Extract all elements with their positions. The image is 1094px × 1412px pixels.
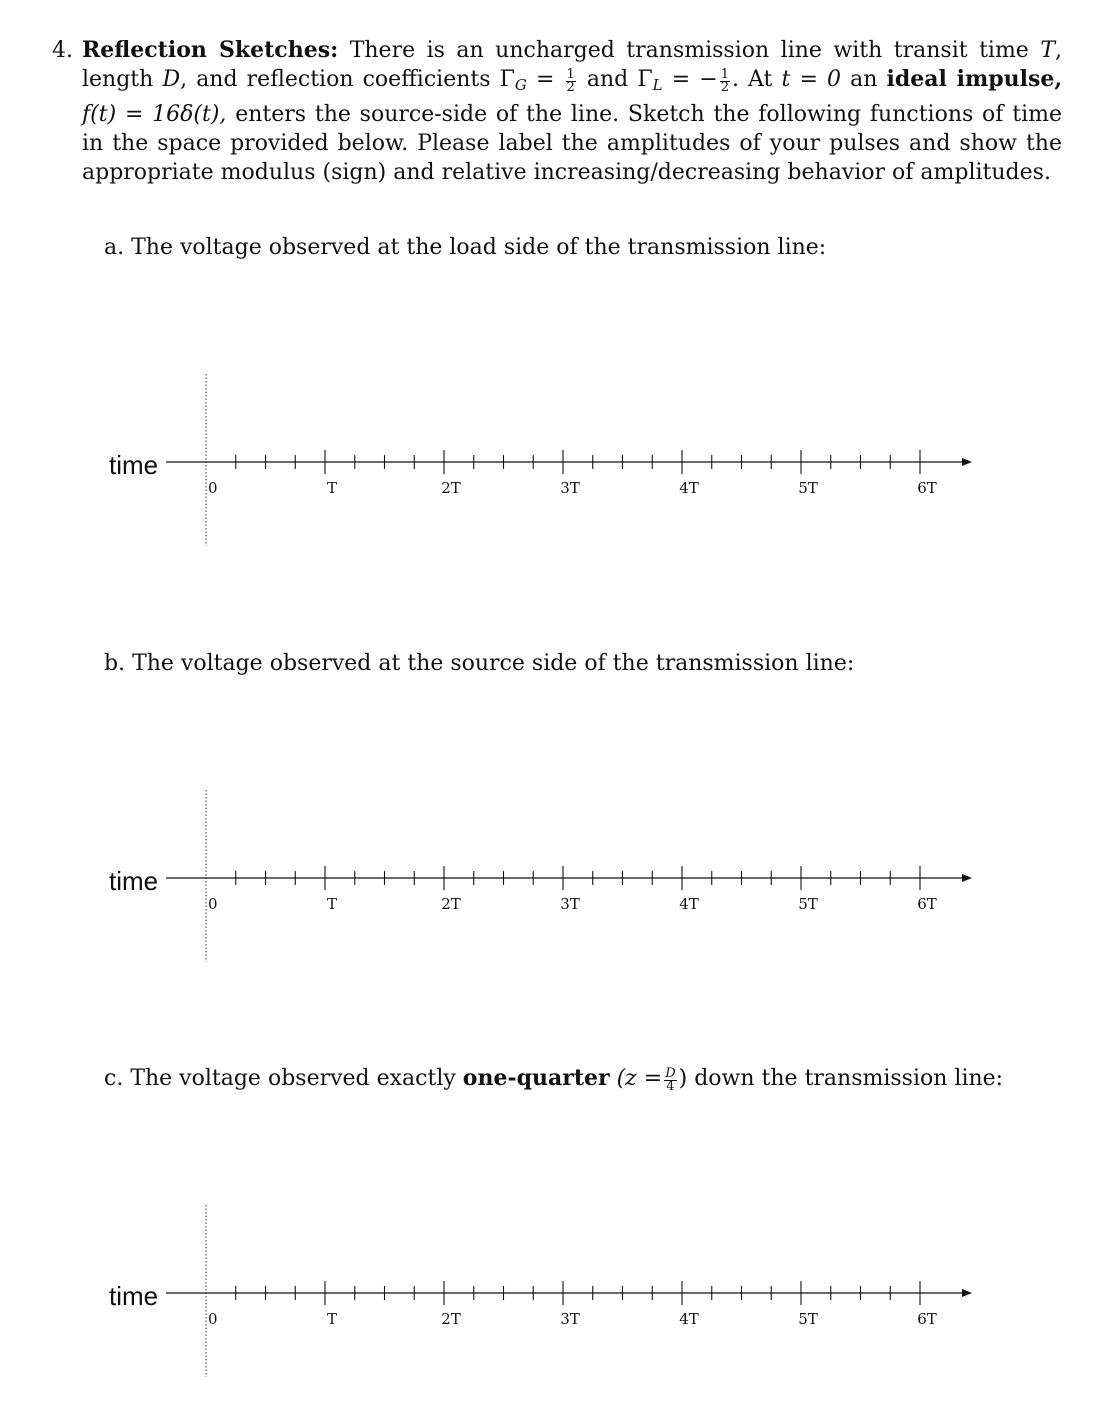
tick-label: 5T	[798, 1310, 818, 1328]
an-text: an	[850, 67, 878, 92]
part-text: The voltage observed at the source side of the transmission line:	[132, 651, 855, 676]
var-T: T	[1040, 38, 1056, 63]
var-D: D	[162, 67, 181, 92]
axis-arrowhead	[962, 458, 972, 466]
fraction-numerator: 1	[720, 67, 729, 82]
tick-label: T	[326, 895, 338, 913]
comma: ,	[180, 67, 188, 92]
axis-arrowhead	[962, 1289, 972, 1297]
tick-label: 6T	[917, 895, 937, 913]
tick-label: 6T	[917, 479, 937, 497]
tick-label: 5T	[798, 479, 818, 497]
tick-label: 2T	[441, 1310, 461, 1328]
axis-graphic	[0, 370, 1094, 560]
tick-label: 4T	[679, 895, 699, 913]
fraction-numerator: 1	[566, 67, 575, 82]
instructions-text: enters the source-side of the line. Sketch the following functions of time in the space provided below. Please label the amplitudes of your pulses and show the appropriate modulus (sign) and relative increasing/decreasing behavior of amplitudes.	[82, 102, 1062, 185]
fraction-denominator: 4	[666, 1079, 675, 1094]
axis-arrowhead	[962, 874, 972, 882]
one-quarter-bold: one-quarter	[462, 1065, 610, 1091]
problem-number: 4.	[52, 38, 73, 63]
timeline-b	[0, 786, 1094, 976]
impulse-function: f(t) = 16δ(t),	[82, 102, 227, 127]
z-equals: (z =	[616, 1066, 663, 1091]
fraction-half-L	[720, 69, 730, 94]
part-label: a.	[104, 235, 125, 260]
tick-label: T	[326, 479, 338, 497]
part-b-prompt	[104, 649, 854, 678]
ideal-impulse: ideal impulse,	[886, 66, 1063, 92]
equals-minus: = −	[662, 67, 718, 92]
tick-label: 3T	[560, 895, 580, 913]
axis-graphic	[0, 1201, 1094, 1391]
tick-label: 0	[208, 895, 218, 913]
axis-label: time	[109, 1281, 159, 1311]
tick-label: T	[326, 1310, 338, 1328]
tick-label: 6T	[917, 1310, 937, 1328]
part-text: The voltage observed at the load side of the transmission line:	[131, 235, 827, 260]
length-text: , length	[82, 38, 1063, 92]
part-a-prompt	[104, 233, 826, 262]
tick-label: 3T	[560, 479, 580, 497]
equals-sign: =	[526, 67, 564, 92]
tick-label: 4T	[679, 479, 699, 497]
part-label: c.	[104, 1066, 124, 1091]
fraction-D-over-4	[664, 1068, 676, 1093]
fraction-denominator: 2	[720, 80, 729, 95]
subscript-G: G	[514, 76, 527, 94]
intro-text: There is an uncharged transmission line with transit time	[349, 38, 1029, 63]
axis-graphic	[0, 786, 1094, 976]
tick-label: 2T	[441, 479, 461, 497]
reflection-text: and reflection coefficients Γ	[196, 67, 515, 92]
paren-close: )	[678, 1066, 688, 1091]
tick-label: 4T	[679, 1310, 699, 1328]
problem-statement	[52, 36, 1062, 187]
tick-label: 3T	[560, 1310, 580, 1328]
fraction-denominator: 2	[566, 80, 575, 95]
timeline-a	[0, 370, 1094, 560]
tick-label: 5T	[798, 895, 818, 913]
tick-label: 0	[208, 1310, 218, 1328]
axis-label: time	[109, 866, 159, 896]
part-text-after: down the transmission line:	[694, 1066, 1004, 1091]
problem-title: Reflection Sketches:	[82, 37, 339, 63]
part-text: The voltage observed exactly	[130, 1066, 456, 1091]
t-equals-zero: t = 0	[781, 67, 841, 92]
subscript-L: L	[652, 76, 663, 94]
and-gamma-text: and Γ	[577, 67, 653, 92]
part-label: b.	[104, 651, 126, 676]
fraction-half-G	[566, 69, 576, 94]
timeline-c	[0, 1201, 1094, 1391]
tick-label: 2T	[441, 895, 461, 913]
axis-label: time	[109, 450, 159, 480]
fraction-numerator: D	[665, 1066, 676, 1081]
part-c-prompt	[104, 1064, 1003, 1093]
tick-label: 0	[208, 479, 218, 497]
problem-body	[82, 36, 1062, 187]
at-text: . At	[731, 67, 773, 92]
